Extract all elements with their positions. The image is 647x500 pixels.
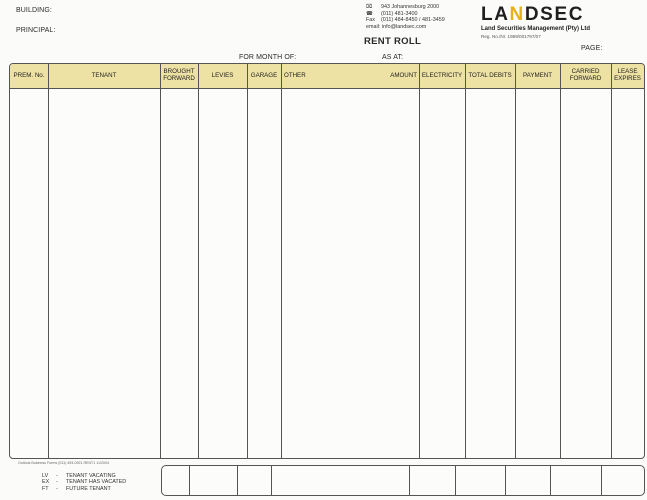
legend-desc: TENANT VACATING xyxy=(66,473,116,479)
totals-divider xyxy=(455,466,456,495)
for-month-label: FOR MONTH OF: xyxy=(239,54,297,61)
col-carried-forward: CARRIED FORWARD xyxy=(569,68,602,82)
column-divider xyxy=(465,64,466,458)
column-divider xyxy=(198,64,199,458)
col-brought-forward: BROUGHT FORWARD xyxy=(163,68,195,82)
legend-code: EX xyxy=(42,479,50,486)
logo-text-dsec: DSEC xyxy=(524,4,585,25)
as-at-label: AS AT: xyxy=(382,54,404,61)
col-amount: AMOUNT xyxy=(390,71,417,79)
column-divider xyxy=(611,64,612,458)
legend-code: FT xyxy=(42,485,49,492)
column-divider xyxy=(560,64,561,458)
contact-block xyxy=(366,4,445,30)
column-divider xyxy=(515,64,516,458)
totals-divider xyxy=(601,466,602,495)
legend-desc: TENANT HAS VACATED xyxy=(66,479,127,486)
column-divider xyxy=(419,64,420,458)
logo-text-la: LA xyxy=(481,4,510,25)
col-levies: LEVIES xyxy=(211,71,234,79)
legend-desc: FUTURE TENANT xyxy=(66,485,111,492)
contact-fax: (011) 484-8450 / 481-3459 xyxy=(381,17,445,24)
totals-divider xyxy=(271,466,272,495)
col-tenant: TENANT xyxy=(91,71,117,79)
legend-dash: - xyxy=(56,479,58,486)
company-name: Land Securities Management (Pty) Ltd xyxy=(481,26,591,32)
legend-dash: - xyxy=(56,473,58,479)
contact-email: email: info@landsec.com xyxy=(366,23,427,30)
contact-row-email xyxy=(366,24,445,31)
legend-dash: - xyxy=(56,485,58,492)
contact-row-address xyxy=(366,4,445,11)
page-label: PAGE: xyxy=(581,45,603,52)
col-prem-no: PREM. No. xyxy=(13,71,45,79)
contact-row-phone xyxy=(366,11,445,18)
rent-roll-table xyxy=(9,63,645,459)
printer-note: Outlook Business Forms (011) 493-0921 RENT1 11/2004 xyxy=(18,461,109,465)
col-total-debits: TOTAL DEBITS xyxy=(468,71,512,79)
col-lease-expires: LEASE EXPIRES xyxy=(614,68,641,82)
legend-item xyxy=(42,486,126,492)
totals-row xyxy=(161,465,645,496)
col-other: OTHER xyxy=(284,71,306,79)
registration-number: Reg. No./Nr. 1989/001797/07 xyxy=(481,34,541,39)
column-divider xyxy=(281,64,282,458)
contact-row-fax xyxy=(366,17,445,24)
totals-divider xyxy=(409,466,410,495)
legend-code: LV xyxy=(42,473,49,479)
mailbox-icon: ⌧ xyxy=(366,4,373,10)
totals-divider xyxy=(550,466,551,495)
column-divider xyxy=(160,64,161,458)
logo-text-n: N xyxy=(509,4,525,25)
fax-label: Fax xyxy=(366,17,375,24)
principal-label: PRINCIPAL: xyxy=(16,27,56,34)
column-divider xyxy=(247,64,248,458)
contact-address: 943 Johannesburg 2000 xyxy=(381,4,440,10)
col-electricity: ELECTRICITY xyxy=(421,71,463,79)
totals-divider xyxy=(189,466,190,495)
column-divider xyxy=(48,64,49,458)
company-logo xyxy=(481,4,584,26)
building-label: BUILDING: xyxy=(16,7,52,14)
document-title: RENT ROLL xyxy=(364,36,422,47)
contact-phone: (011) 481-3400 xyxy=(381,10,418,17)
col-garage: GARAGE xyxy=(250,71,278,79)
col-payment: PAYMENT xyxy=(523,71,552,79)
totals-divider xyxy=(505,466,506,495)
status-legend xyxy=(42,473,126,492)
phone-icon: ☎ xyxy=(366,10,373,17)
totals-divider xyxy=(237,466,238,495)
